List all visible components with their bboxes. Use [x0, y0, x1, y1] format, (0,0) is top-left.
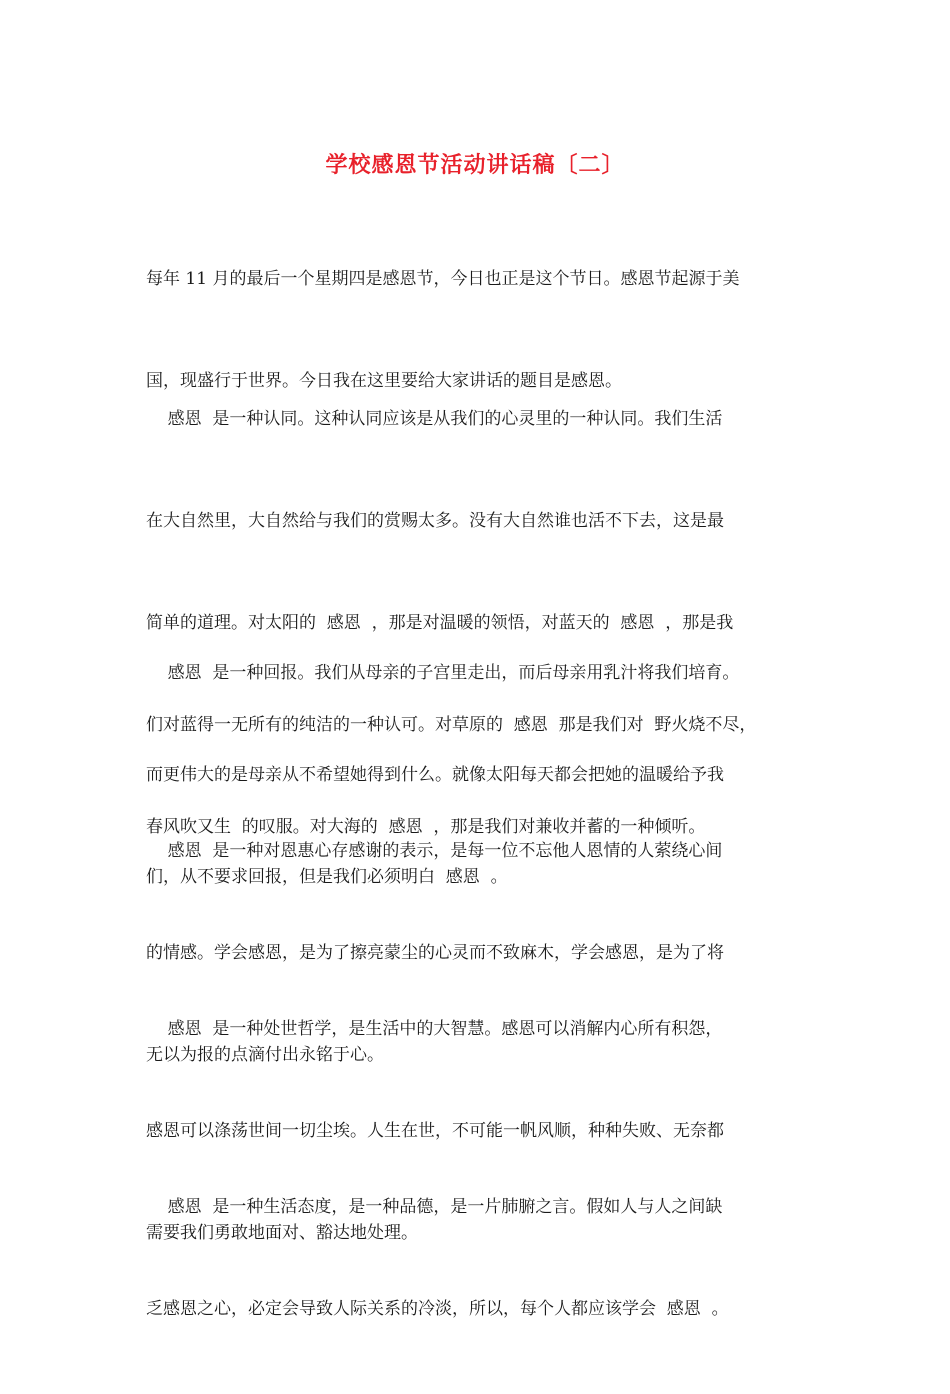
document-title: 学校感恩节活动讲话稿〔二〕	[325, 152, 625, 178]
paragraph-line: 乏感恩之心，必定会导致人际关系的冷淡，所以，每个人都应该学会 感恩 。	[146, 1299, 729, 1319]
paragraph-line: 在大自然里，大自然给与我们的赏赐太多。没有大自然谁也活不下去，这是最	[146, 511, 724, 531]
paragraph-line: 感恩 是一种对恩惠心存感谢的表示，是每一位不忘他人恩情的人萦绕心间	[146, 841, 723, 861]
paragraph-line: 感恩可以涤荡世间一切尘埃。人生在世，不可能一帆风顺，种种失败、无奈都	[146, 1121, 724, 1141]
paragraph-line: 无以为报的点滴付出永铭于心。	[146, 1045, 384, 1065]
paragraph-line: 国，现盛行于世界。今日我在这里要给大家讲话的题目是感恩。	[146, 371, 622, 391]
paragraph-line: 需要我们勇敢地面对、豁达地处理。	[146, 1223, 418, 1243]
paragraph-line: 感恩 是一种处世哲学，是生活中的大智慧。感恩可以消解内心所有积怨，	[146, 1019, 723, 1039]
paragraph-line: 们对蓝得一无所有的纯洁的一种认可。对草原的 感恩 那是我们对 野火烧不尽，	[146, 715, 757, 735]
paragraph-line: 每年 11 月的最后一个星期四是感恩节，今日也正是这个节日。感恩节起源于美	[146, 269, 740, 289]
paragraph-line: 感恩 是一种生活态度，是一种品德，是一片肺腑之言。假如人与人之间缺	[146, 1197, 723, 1217]
paragraph-line: 感恩 是一种回报。我们从母亲的子宫里走出，而后母亲用乳汁将我们培育。	[146, 663, 740, 683]
paragraph-line: 们，从不要求回报，但是我们必须明白 感恩 。	[146, 867, 508, 887]
paragraph-attitude	[146, 1122, 826, 1394]
paragraph-line: 简单的道理。对太阳的 感恩 ，那是对温暖的领悟，对蓝天的 感恩 ，那是我	[146, 613, 734, 633]
paragraph-line: 的情感。学会感恩，是为了擦亮蒙尘的心灵而不致麻木，学会感恩，是为了将	[146, 943, 724, 963]
paragraph-line: 春风吹又生 的叹服。对大海的 感恩 ，那是我们对兼收并蓄的一种倾听。	[146, 817, 706, 837]
paragraph-line: 感恩 是一种认同。这种认同应该是从我们的心灵里的一种认同。我们生活	[146, 409, 723, 429]
paragraph-line: 而更伟大的是母亲从不希望她得到什么。就像太阳每天都会把她的温暖给予我	[146, 765, 724, 785]
